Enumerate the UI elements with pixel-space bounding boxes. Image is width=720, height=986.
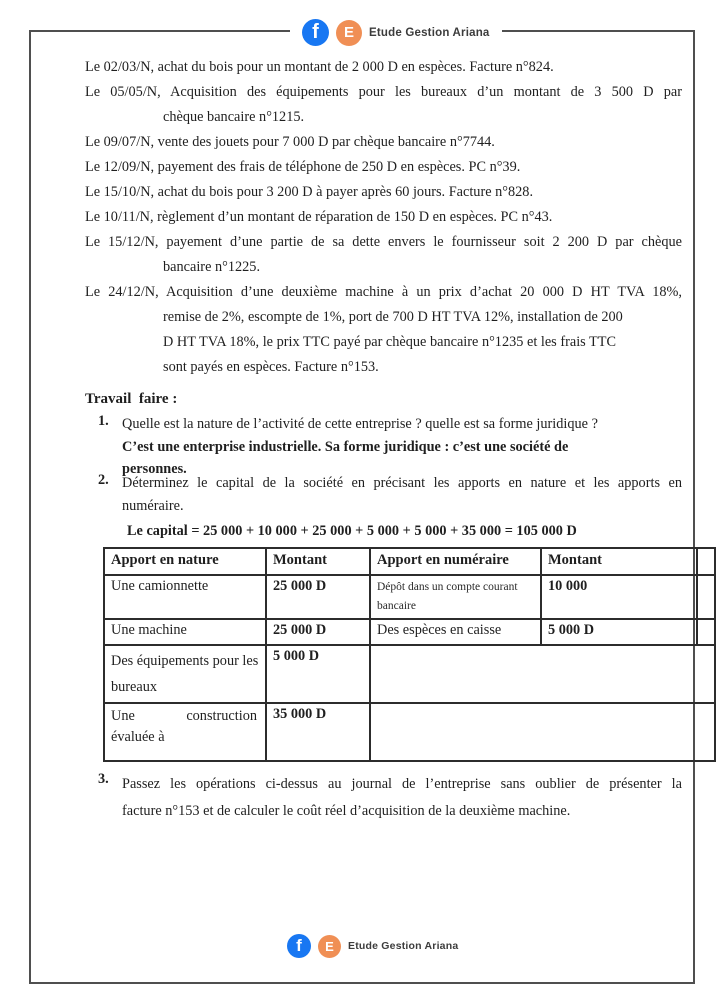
cell-text: évaluée à (111, 729, 165, 745)
entry-line: Le 02/03/N, achat du bois pour un montant de 2 000 D en espèces. Facture n°824. (85, 59, 554, 75)
transaction-entries (85, 55, 682, 380)
brand-name: Etude Gestion Ariana (348, 940, 459, 952)
brand-name: Etude Gestion Ariana (369, 26, 490, 39)
entry-line: Le 15/12/N, payement d’une partie de sa dette envers le fournisseur soit 2 200 D par chèque (85, 234, 682, 250)
header-spacer-cell (697, 548, 715, 575)
question-text: numéraire. (122, 498, 184, 514)
header-banner (290, 19, 502, 46)
question-item-2 (98, 472, 682, 543)
entry-line: remise de 2%, escompte de 1%, port de 700 D HT TVA 12%, installation de 200 (163, 309, 623, 325)
table-row (104, 645, 715, 703)
brand-avatar: E (336, 20, 362, 46)
facebook-icon: f (302, 19, 329, 46)
table-header-row (104, 548, 715, 575)
table-cell: 10 000 (541, 575, 697, 619)
table-cell: 5 000 D (541, 619, 697, 645)
table-row (104, 575, 715, 619)
table-cell: 25 000 D (266, 575, 370, 619)
question-text: Quelle est la nature de l’activité de cette entreprise ? quelle est sa forme juridique ? (122, 416, 598, 432)
answer-text: personnes. (122, 461, 187, 477)
empty-region (370, 703, 715, 761)
brand-avatar: E (318, 935, 341, 958)
entry-line: bancaire n°1225. (163, 259, 261, 275)
table-cell: Une machine (104, 619, 266, 645)
spacer-cell (697, 575, 715, 619)
question-number: 3. (98, 771, 109, 787)
entry-line: Le 10/11/N, règlement d’un montant de réparation de 150 D en espèces. PC n°43. (85, 209, 553, 225)
table-cell: Une camionnette (104, 575, 266, 619)
entry-line: chèque bancaire n°1215. (163, 109, 305, 125)
entry-line: Le 12/09/N, payement des frais de téléphone de 250 D en espèces. PC n°39. (85, 159, 521, 175)
question-number: 2. (98, 472, 109, 488)
table-cell (104, 703, 266, 761)
facebook-icon: f (287, 934, 311, 958)
entry-line: Le 09/07/N, vente des jouets pour 7 000 D par chèque bancaire n°7744. (85, 134, 495, 150)
contributions-table (103, 547, 716, 762)
table-cell: 35 000 D (266, 703, 370, 761)
entry-line: sont payés en espèces. Facture n°153. (163, 359, 379, 375)
question-text: Déterminez le capital de la société en précisant les apports en nature et les apports en (122, 475, 682, 491)
cell-text: construction (186, 708, 257, 724)
header-apport-nature: Apport en nature (104, 548, 266, 575)
question-text: Passez les opérations ci-dessus au journal de l’entreprise sans oublier de présenter la (122, 776, 682, 792)
table-cell: Des équipements pour les bureaux (104, 645, 266, 703)
cell-text: Une (111, 708, 135, 724)
entry-line: Le 24/12/N, Acquisition d’une deuxième machine à un prix d’achat 20 000 D HT TVA 18%, (85, 284, 682, 300)
entry-line: Le 15/10/N, achat du bois pour 3 200 D à payer après 60 jours. Facture n°828. (85, 184, 534, 200)
answer-text: C’est une enterprise industrielle. Sa forme juridique : c’est une société de (122, 438, 569, 455)
empty-region (370, 645, 715, 703)
header-montant-nature: Montant (266, 548, 370, 575)
question-number: 1. (98, 413, 109, 429)
question-item-1 (98, 413, 682, 481)
entry-line: Le 05/05/N, Acquisition des équipements pour les bureaux d’un montant de 3 500 D par (85, 84, 682, 100)
work-heading: Travail faire : (85, 391, 178, 407)
header-montant-numeraire: Montant (541, 548, 697, 575)
spacer-cell (697, 619, 715, 645)
table-row (104, 619, 715, 645)
table-cell: Des espèces en caisse (370, 619, 541, 645)
table-cell: Dépôt dans un compte courant bancaire (370, 575, 541, 619)
question-item-3 (98, 771, 682, 825)
table-cell: 5 000 D (266, 645, 370, 703)
table-cell: 25 000 D (266, 619, 370, 645)
entry-line: D HT TVA 18%, le prix TTC payé par chèque bancaire n°1235 et les frais TTC (163, 334, 617, 350)
capital-formula: Le capital = 25 000 + 10 000 + 25 000 + 5 000 + 5 000 + 35 000 = 105 000 D (127, 523, 577, 539)
footer-banner (283, 934, 462, 958)
question-text: facture n°153 et de calculer le coût réel d’acquisition de la deuxième machine. (122, 803, 571, 819)
header-apport-numeraire: Apport en numéraire (370, 548, 541, 575)
table-row (104, 703, 715, 761)
